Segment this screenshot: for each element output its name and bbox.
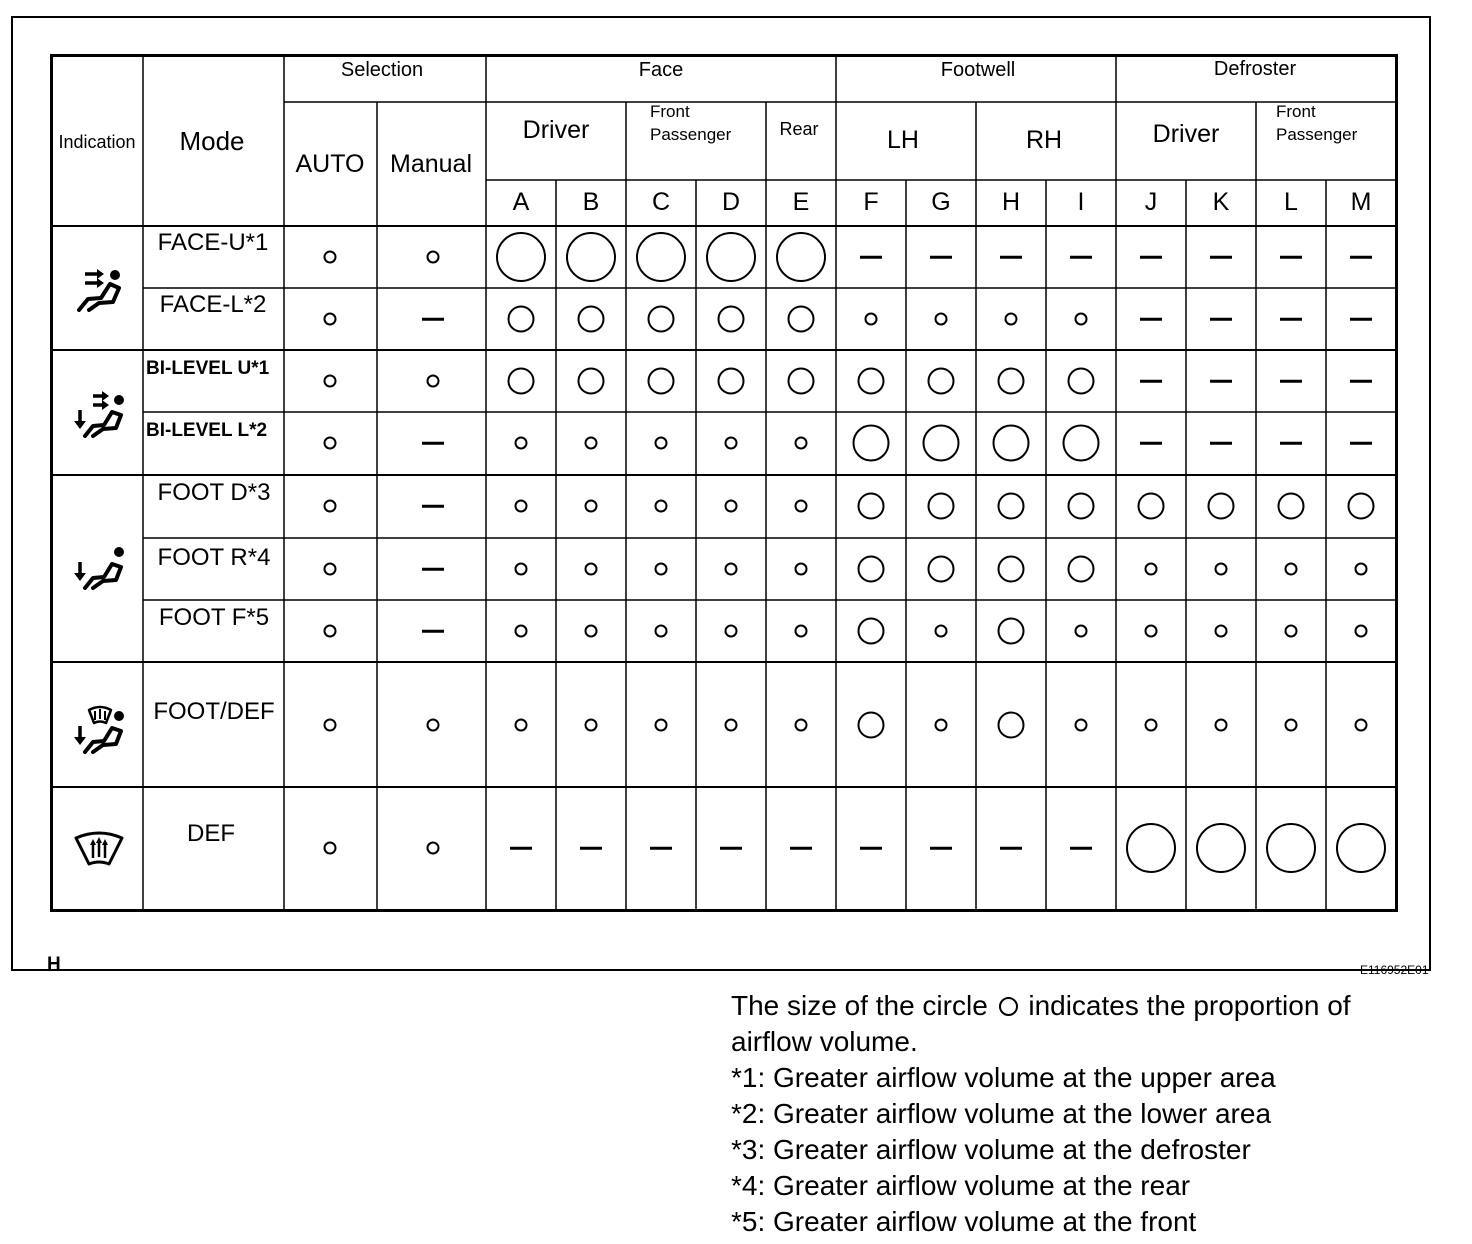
no-airflow-dash [1140,256,1162,259]
no-airflow-dash [1210,256,1232,259]
small-airflow-circle [1075,625,1088,638]
face-icon [73,262,123,312]
small-airflow-circle [585,437,598,450]
no-airflow-dash [1070,256,1092,259]
no-airflow-dash [1210,380,1232,383]
no-airflow-dash [930,847,952,850]
medium-airflow-circle [508,306,535,333]
footwell-header: Footwell [940,59,1016,81]
medium-airflow-circle [1348,493,1375,520]
defroster-front-passenger-line2: Passenger [1276,125,1358,144]
small-airflow-circle [795,719,808,732]
large-airflow-circle [993,425,1030,462]
no-airflow-dash [1140,442,1162,445]
large-airflow-circle [853,425,890,462]
medium-airflow-circle [858,712,885,739]
small-airflow-circle [1285,719,1298,732]
small-airflow-circle [1355,719,1368,732]
face-rear-header: Rear [779,119,819,139]
no-airflow-dash [1000,847,1022,850]
small-airflow-circle [585,625,598,638]
indication-header: Indication [58,132,136,152]
no-airflow-dash [930,256,952,259]
medium-airflow-circle [998,712,1025,739]
footwell-rh-header: RH [1025,126,1063,154]
medium-airflow-circle [858,556,885,583]
mode-label: DEF [187,820,235,847]
defroster-front-passenger-line1: Front [1276,102,1316,121]
face-front-passenger-line2: Passenger [650,125,732,144]
small-airflow-circle [795,500,808,513]
legend-text-before: The size of the circle [731,990,988,1021]
vent-letter: M [1350,188,1372,216]
medium-airflow-circle [858,618,885,645]
defroster-header: Defroster [1213,58,1297,80]
footwell-lh-header: LH [887,126,919,154]
small-airflow-circle [1285,625,1298,638]
small-airflow-circle [515,437,528,450]
small-airflow-circle [725,500,738,513]
medium-airflow-circle [1068,493,1095,520]
selection-header: Selection [340,59,424,81]
no-airflow-dash [720,847,742,850]
small-airflow-circle [1285,563,1298,576]
medium-airflow-circle [1068,556,1095,583]
no-airflow-dash [1210,442,1232,445]
defroster-driver-header: Driver [1152,120,1220,148]
medium-airflow-circle [1208,493,1235,520]
large-airflow-circle [1196,823,1246,873]
corner-letter: H [47,954,61,975]
vent-letter: G [931,188,951,216]
legend-line-1 [731,988,1351,1024]
small-airflow-circle [515,563,528,576]
medium-airflow-circle [1068,368,1095,395]
small-airflow-circle [515,500,528,513]
small-airflow-circle [725,719,738,732]
mode-label: FOOT/DEF [153,698,275,725]
no-airflow-dash [860,847,882,850]
small-airflow-circle [655,625,668,638]
small-airflow-circle [324,251,337,264]
foot-def-icon [71,702,126,754]
face-front-passenger-line1: Front [650,102,690,121]
small-airflow-circle [324,719,337,732]
vent-letter: F [863,188,879,216]
medium-airflow-circle [1278,493,1305,520]
medium-airflow-circle [1138,493,1165,520]
small-airflow-circle [935,719,948,732]
no-airflow-dash [1350,380,1372,383]
small-airflow-circle [324,313,337,326]
vent-letter: B [582,188,600,216]
no-airflow-dash [422,318,444,321]
no-airflow-dash [1350,442,1372,445]
no-airflow-dash [1280,256,1302,259]
small-airflow-circle [935,313,948,326]
no-airflow-dash [860,256,882,259]
medium-airflow-circle [718,368,745,395]
medium-airflow-circle [928,556,955,583]
face-header: Face [638,59,684,81]
medium-airflow-circle [928,493,955,520]
medium-airflow-circle [858,368,885,395]
large-airflow-circle [496,232,546,282]
mode-label: FOOT D*3 [157,479,271,506]
small-airflow-circle [1355,625,1368,638]
medium-airflow-circle [928,368,955,395]
footnote: *1: Greater airflow volume at the upper area [731,1062,1276,1093]
vent-letter: C [651,188,671,216]
no-airflow-dash [580,847,602,850]
small-airflow-circle [655,437,668,450]
small-airflow-circle [324,625,337,638]
foot-icon [71,544,126,590]
no-airflow-dash [1140,318,1162,321]
footnote: *3: Greater airflow volume at the defroster [731,1134,1251,1165]
auto-header: AUTO [295,150,365,178]
small-airflow-circle [725,625,738,638]
mode-label: FOOT F*5 [158,604,270,631]
def-icon [73,831,125,867]
footnote: *4: Greater airflow volume at the rear [731,1170,1191,1201]
figure-frame [11,16,1431,977]
medium-airflow-circle [578,368,605,395]
no-airflow-dash [422,630,444,633]
legend-text-after: indicates the proportion of [1028,990,1351,1021]
vent-letter: D [721,188,741,216]
vent-letter: K [1212,188,1230,216]
footnote: *5: Greater airflow volume at the front [731,1206,1197,1237]
large-airflow-circle [776,232,826,282]
no-airflow-dash [422,505,444,508]
no-airflow-dash [1070,847,1092,850]
small-airflow-circle [655,719,668,732]
small-airflow-circle [655,563,668,576]
mode-label: FOOT R*4 [157,544,271,571]
small-airflow-circle [1145,563,1158,576]
circle-icon [999,997,1018,1016]
small-airflow-circle [725,437,738,450]
face-driver-header: Driver [522,116,590,144]
large-airflow-circle [1063,425,1100,462]
legend-line-2: airflow volume. [731,1026,918,1057]
no-airflow-dash [422,442,444,445]
small-airflow-circle [324,500,337,513]
no-airflow-dash [510,847,532,850]
medium-airflow-circle [998,556,1025,583]
small-airflow-circle [427,375,440,388]
vent-letter: H [1001,188,1021,216]
mode-label: BI-LEVEL U*1 [146,358,270,379]
small-airflow-circle [935,625,948,638]
no-airflow-dash [1280,442,1302,445]
small-airflow-circle [1075,313,1088,326]
vent-letter: A [512,188,530,216]
large-airflow-circle [566,232,616,282]
large-airflow-circle [1266,823,1316,873]
manual-header: Manual [390,150,472,178]
small-airflow-circle [324,375,337,388]
small-airflow-circle [585,719,598,732]
mode-label: FACE-U*1 [157,229,269,256]
small-airflow-circle [1355,563,1368,576]
small-airflow-circle [795,625,808,638]
vent-letter: E [792,188,810,216]
small-airflow-circle [585,563,598,576]
medium-airflow-circle [648,306,675,333]
medium-airflow-circle [648,368,675,395]
medium-airflow-circle [718,306,745,333]
small-airflow-circle [655,500,668,513]
small-airflow-circle [1215,719,1228,732]
small-airflow-circle [324,437,337,450]
small-airflow-circle [1145,625,1158,638]
vent-letter: J [1144,188,1158,216]
no-airflow-dash [1140,380,1162,383]
small-airflow-circle [795,437,808,450]
medium-airflow-circle [788,306,815,333]
small-airflow-circle [865,313,878,326]
mode-label: BI-LEVEL L*2 [146,420,268,441]
small-airflow-circle [427,719,440,732]
small-airflow-circle [1075,719,1088,732]
no-airflow-dash [1280,318,1302,321]
large-airflow-circle [923,425,960,462]
bi-level-icon [71,386,126,438]
medium-airflow-circle [998,493,1025,520]
large-airflow-circle [1126,823,1176,873]
mode-header: Mode [179,126,245,156]
no-airflow-dash [790,847,812,850]
medium-airflow-circle [998,618,1025,645]
no-airflow-dash [1210,318,1232,321]
small-airflow-circle [585,500,598,513]
medium-airflow-circle [998,368,1025,395]
no-airflow-dash [650,847,672,850]
figure-code: E116952E01 [1360,963,1429,977]
small-airflow-circle [324,563,337,576]
medium-airflow-circle [508,368,535,395]
mode-label: FACE-L*2 [159,291,267,318]
large-airflow-circle [706,232,756,282]
no-airflow-dash [1350,318,1372,321]
large-airflow-circle [1336,823,1386,873]
large-airflow-circle [636,232,686,282]
vent-letter: I [1077,188,1085,216]
small-airflow-circle [1215,625,1228,638]
small-airflow-circle [324,842,337,855]
vent-letter: L [1284,188,1298,216]
small-airflow-circle [1215,563,1228,576]
small-airflow-circle [1145,719,1158,732]
small-airflow-circle [1005,313,1018,326]
no-airflow-dash [1280,380,1302,383]
small-airflow-circle [515,719,528,732]
no-airflow-dash [1000,256,1022,259]
no-airflow-dash [422,568,444,571]
medium-airflow-circle [788,368,815,395]
small-airflow-circle [427,251,440,264]
footnote: *2: Greater airflow volume at the lower area [731,1098,1272,1129]
small-airflow-circle [795,563,808,576]
no-airflow-dash [1350,256,1372,259]
small-airflow-circle [725,563,738,576]
medium-airflow-circle [858,493,885,520]
small-airflow-circle [515,625,528,638]
medium-airflow-circle [578,306,605,333]
small-airflow-circle [427,842,440,855]
legend [731,988,1351,1240]
